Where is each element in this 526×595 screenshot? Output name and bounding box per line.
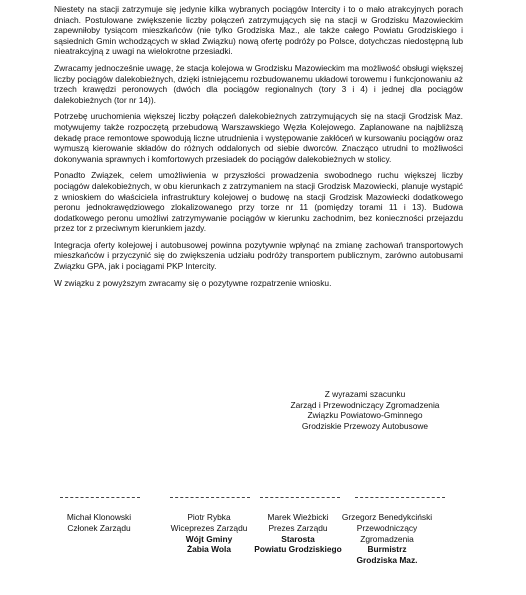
signature-line-text: Marek Wieżbicki bbox=[267, 512, 329, 522]
signature-line bbox=[355, 497, 445, 498]
signature-title: Wójt Gminy bbox=[185, 533, 233, 544]
letter-body bbox=[54, 4, 463, 294]
signature-line-text: Michał Klonowski bbox=[66, 512, 132, 522]
paragraph-1: Niestety na stacji zatrzymuje się jedynie kilka wybranych pociągów Intercity i to o mało atrakcyjnych porach dniach. Postulowane zwiększenie liczby połączeń zatrzymujących się na stacji w Grodzisku Mazowieckim zapewniłoby tysiącom mieszkańców (nie tylko Grodziska Maz., ale także całego Powiatu Grodziskiego i sąsiednich Gmin wchodzących w skład Związku) nową ofertę podróży po Polsce, dotychczas niedostępną lub nieatrakcyjną z uwagi na wielokrotne przesiadki. bbox=[54, 4, 463, 57]
paragraph-4: Ponadto Związek, celem umożliwienia w przyszłości prowadzenia swobodnego ruchu większej liczby pociągów dalekobieżnych, w obu kierunkach z zatrzymaniem na stacji Grodzisk Mazowiecki, planuje wystąpić z wnioskiem do właściciela infrastruktury kolejowej o budowę na stacji Grodzisk Mazowiecki dodatkowego peronu jednokrawędziowego zlokalizowanego przy torze nr 11 (pomiędzy torami 11 i 13). Budowa dodatkowego peronu umożliwi zatrzymywanie pociągów w kierunku zachodnim, bez konieczności przejazdu przez tor z przeciwnym kierunkiem jazdy. bbox=[54, 170, 463, 234]
closing-line: Grodziskie Przewozy Autobusowe bbox=[301, 420, 429, 431]
signature-line-text: Piotr Rybka bbox=[187, 512, 231, 522]
signature-title: Żabia Wola bbox=[186, 544, 232, 555]
signature-line-text: Przewodniczący bbox=[356, 522, 418, 533]
signature-title: Burmistrz bbox=[367, 544, 407, 555]
signature-title: Starosta bbox=[281, 533, 315, 544]
closing-greeting: Z wyrazami szacunku bbox=[324, 389, 406, 399]
signature-block bbox=[39, 512, 159, 534]
signature-line-text: Członek Zarządu bbox=[67, 522, 131, 533]
signature-line-text: Wiceprezes Zarządu bbox=[170, 522, 248, 533]
paragraph-5: Integracja oferty kolejowej i autobusowej powinna pozytywnie wpłynąć na zmianę zachowań transportowych mieszkańców i przyczynić się do zwiększenia udziału podróży transportem publicznym, zarówno autobusami Związku GPA, jak i pociągami PKP Intercity. bbox=[54, 239, 463, 272]
signature-line bbox=[170, 497, 250, 498]
signature-line bbox=[60, 497, 140, 498]
signature-line-text: Grzegorz Benedykciński bbox=[341, 512, 433, 522]
signature-line-text: Zgromadzenia bbox=[360, 533, 414, 544]
paragraph-6: W związku z powyższym zwracamy się o pozytywne rozpatrzenie wniosku. bbox=[54, 277, 332, 288]
paragraph-2: Zwracamy jednocześnie uwagę, że stacja kolejowa w Grodzisku Mazowieckim ma możliwość obsługi większej liczby pociągów dalekobieżnych, dzięki istniejącemu rozbudowanemu układowi torowemu i funkcjonowaniu aż trzech krawędzi peronowych (dwóch dla pociągów regionalnych (tory 3 i 4) i jednej dla pociągów dalekobieżnych (tor nr 14)). bbox=[54, 62, 463, 105]
signature-lines bbox=[60, 497, 480, 498]
paragraph-3: Potrzebę uruchomienia większej liczby połączeń dalekobieżnych zatrzymujących się na stacji Grodzisk Maz. motywujemy także rozpoczętą przebudową Warszawskiego Węzła Kolejowego. Zaplanowane na najbliższą dekadę prace remontowe spowodują liczne utrudnienia i występowanie zakłóceń w kursowaniu pociągów oraz wymuszą kierowanie składów do różnych oddalonych od siebie dworców. Znacząco utrudni to możliwości dokonywania sprawnych i komfortowych przesiadek do pociągów dalekobieżnych w stolicy. bbox=[54, 111, 463, 164]
closing-line: Związku Powiatowo-Gminnego bbox=[307, 410, 423, 421]
signature-line-text: Prezes Zarządu bbox=[268, 522, 328, 533]
signature-line bbox=[260, 497, 340, 498]
signature-title: Grodziska Maz. bbox=[356, 555, 418, 566]
signature-block bbox=[327, 512, 447, 566]
closing-block bbox=[275, 389, 455, 431]
signature-title: Powiatu Grodziskiego bbox=[254, 544, 342, 555]
closing-line: Zarząd i Przewodniczący Zgromadzenia bbox=[290, 399, 440, 410]
